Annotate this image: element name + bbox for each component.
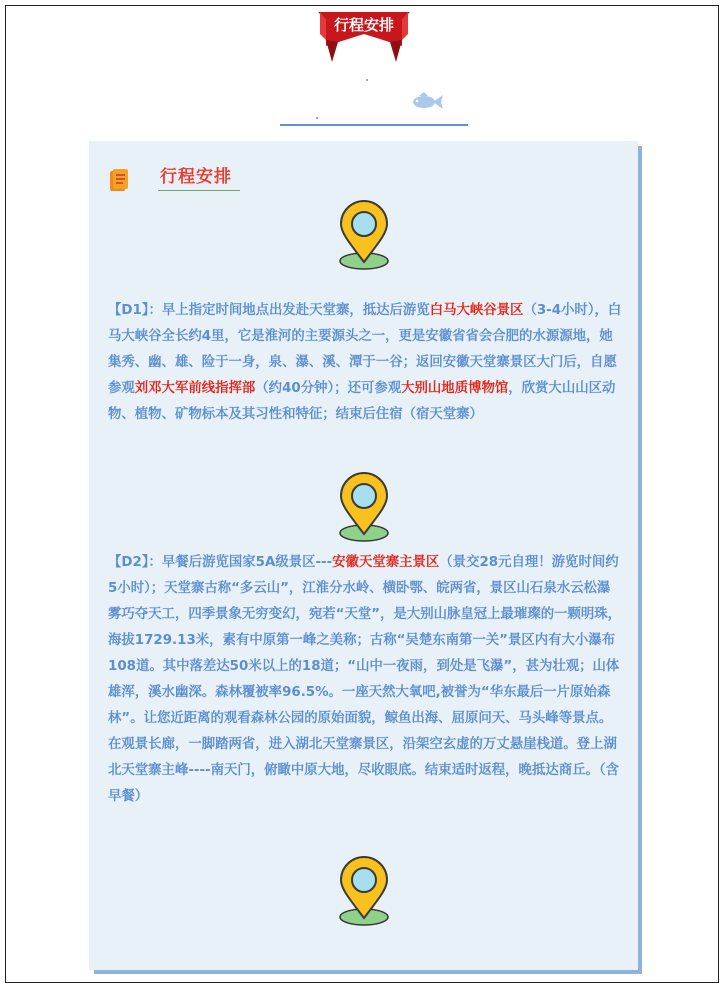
day1-text: ，欣赏大山山区动物、植物、矿物标本及其习性和特征；结束后住宿（宿天堂寨）: [108, 381, 616, 422]
day2-paragraph: [108, 550, 622, 810]
day2-text: （景交28元自理！游览时间约5小时）；天堂寨古称“多云山”，江淮分水岭、横卧鄂、皖两省，景区山石泉水云松瀑雾巧夺天工，四季景象无穷变幻，宛若“天堂”，是大别山脉皇冠上最璀璨的一颗明珠，海拔1729.13米，素有中原第一峰之美称；古称“吴楚东南第一关”景区内有大小瀑布108道。其中落差达50米以上的18道；“山中一夜雨，到处是飞瀑”，甚为壮观；山体雄浑，溪水幽深。森林覆被率96.5%。一座天然大氧吧,被誉为“华东最后一片原始森林”。让您近距离的观看森林公园的原始面貌，鲸鱼出海、屈原问天、马头峰等景点。在观景长廊，一脚踏两省，进入湖北天堂寨景区，沿架空玄虚的万丈悬崖栈道。登上湖北天堂寨主峰----南天门，俯瞰中原大地，尽收眼底。结束适时返程，晚抵达商丘。（含早餐）: [108, 555, 622, 804]
location-pin-icon: [337, 856, 391, 926]
section-title: 行程安排: [160, 167, 232, 187]
day2-highlight: 安徽天堂寨主景区: [332, 555, 440, 570]
day2-text: ：早餐后游览国家5A级景区---: [148, 555, 333, 570]
decor-dot: [366, 79, 368, 81]
location-pin-icon: [337, 472, 391, 542]
day1-text: ：早上指定时间地点出发赴天堂寨，抵达后游览: [148, 303, 430, 318]
section-underline: [158, 190, 240, 191]
day1-text: （约40分钟）；还可参观: [255, 381, 402, 396]
scroll-icon: [107, 168, 131, 194]
fish-icon: [410, 92, 444, 112]
day2-label: 【D2】: [108, 555, 149, 570]
day1-highlight: 刘邓大军前线指挥部: [134, 381, 256, 396]
day1-highlight: 白马大峡谷景区: [429, 303, 524, 318]
decor-dot: [316, 117, 318, 119]
day1-paragraph: [108, 298, 622, 428]
location-pin-icon: [337, 200, 391, 270]
day1-highlight: 大别山地质博物馆: [401, 381, 509, 396]
day1-text: （3-4小时），白马大峡谷全长约4里，它是淮河的主要源头之一，更是安徽省省会合肥的水源源地，她集秀、幽、雄、险于一身，泉、瀑、溪、潭于一谷；返回安徽天堂寨景区大门后，自愿参观: [108, 303, 622, 396]
banner-title: 行程安排: [333, 16, 394, 34]
banner-underline: [280, 124, 468, 126]
day1-label: 【D1】: [108, 303, 149, 318]
